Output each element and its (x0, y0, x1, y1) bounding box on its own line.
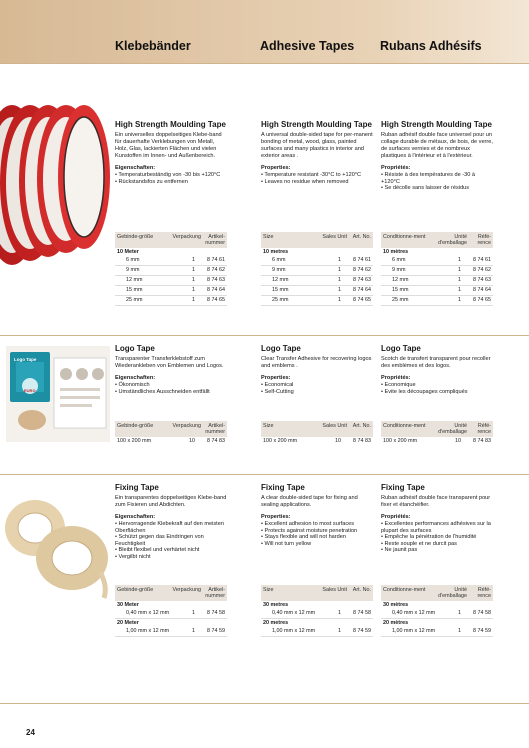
product-title: High Strength Moulding Tape (115, 120, 226, 129)
group-label: 20 metres (263, 620, 289, 626)
moulding-text-fr (381, 120, 493, 192)
table-row (115, 286, 227, 296)
header-title-fr: Rubans Adhésifs (380, 39, 482, 53)
table-row (261, 296, 373, 306)
cell-art: 8 74 58 (207, 610, 225, 616)
table-row (115, 276, 227, 286)
cell-size: 0,40 mm x 12 mm (126, 610, 170, 616)
properties-list (261, 172, 373, 185)
cell-size: 15 mm (392, 287, 409, 293)
logo-tape-card-title: Logo Tape (14, 357, 37, 362)
section-divider (0, 63, 529, 64)
table-row (261, 609, 373, 619)
table-header-cell: Art. No. (352, 587, 371, 593)
table-row (381, 627, 493, 637)
fixing-table-fr (381, 585, 493, 637)
cell-qty: 1 (458, 628, 461, 634)
group-label: 20 mètres (383, 620, 409, 626)
properties-heading: Propriétés: (381, 375, 411, 381)
cell-art: 8 74 59 (353, 628, 371, 634)
table-header-cell: Conditionne-ment (383, 587, 426, 593)
property-item: • Ne jaunit pas (381, 547, 493, 554)
table-header (261, 585, 373, 601)
table-header-cell: Artikel-nummer (205, 234, 225, 246)
section-divider (0, 335, 529, 336)
cell-qty: 10 (335, 438, 341, 444)
table-header-cell: Size (263, 234, 274, 240)
property-item: • Bleibt flexibel und verhärtet nicht (115, 547, 227, 554)
fixing-text-en (261, 483, 373, 547)
table-header-cell: Size (263, 423, 274, 429)
cell-size: 1,00 mm x 12 mm (392, 628, 436, 634)
table-header-cell: Conditionne-ment (383, 423, 426, 429)
properties-heading: Properties: (261, 375, 291, 381)
fixing-table-en (261, 585, 373, 637)
table-row (115, 296, 227, 306)
property-item: • Résiste à des températures de -30 à +120°C (381, 172, 493, 185)
product-description: Ein transparentes doppelseitiges Klebe-band zum Fixieren und Abdichten. (115, 495, 227, 508)
cell-qty: 1 (192, 610, 195, 616)
table-header-cell: Verpackung (172, 423, 201, 429)
cell-qty: 1 (458, 610, 461, 616)
cell-art: 8 74 64 (207, 287, 225, 293)
moulding-text-en (261, 120, 373, 185)
cell-qty: 1 (192, 267, 195, 273)
properties-heading: Eigenschaften: (115, 375, 156, 381)
properties-list (381, 382, 493, 395)
moulding-table-fr (381, 232, 493, 306)
logo-tape-card-logo: EURO (24, 388, 36, 393)
property-item: • Se décolle sans laisser de résidus (381, 185, 493, 192)
table-header-cell: Sales Unit (322, 587, 347, 593)
cell-art: 8 74 59 (473, 628, 491, 634)
property-item: • Temperaturbeständig von -30 bis +120°C (115, 172, 227, 179)
cell-art: 8 74 83 (207, 438, 225, 444)
cell-art: 8 74 61 (353, 257, 371, 263)
cell-size: 0,40 mm x 12 mm (272, 610, 316, 616)
property-item: • Excellent adhesion to most surfaces (261, 521, 373, 528)
product-title: Logo Tape (115, 344, 155, 353)
cell-qty: 1 (192, 628, 195, 634)
table-header-cell: Sales Unit (322, 423, 347, 429)
moulding-table-de (115, 232, 227, 306)
cell-size: 9 mm (126, 267, 140, 273)
header-title-en: Adhesive Tapes (260, 39, 355, 53)
group-label: 30 metres (263, 602, 289, 608)
table-header-cell: Art. No. (352, 234, 371, 240)
cell-size: 12 mm (392, 277, 409, 283)
cell-size: 15 mm (272, 287, 289, 293)
property-item: • Protects against moisture penetration (261, 528, 373, 535)
table-row (381, 609, 493, 619)
cell-art: 8 74 62 (353, 267, 371, 273)
table-header-cell: Réfé-rence (477, 234, 491, 246)
cell-qty: 1 (458, 277, 461, 283)
cell-size: 100 x 200 mm (117, 438, 152, 444)
properties-list (115, 521, 227, 561)
table-header (115, 585, 227, 601)
table-row (115, 256, 227, 266)
cell-qty: 1 (192, 277, 195, 283)
property-item: • Stays flexible and will not harden (261, 534, 373, 541)
product-description: Ruban adhésif double face transparent pour fixer et étanchéifier. (381, 495, 491, 508)
cell-art: 8 74 63 (207, 277, 225, 283)
cell-qty: 1 (338, 610, 341, 616)
logo-text-fr (381, 344, 493, 395)
cell-qty: 10 (189, 438, 195, 444)
table-header-cell: Gebinde-größe (117, 423, 154, 429)
property-item: • Will not turn yellow (261, 541, 373, 548)
product-title: High Strength Moulding Tape (381, 120, 492, 129)
table-row (261, 627, 373, 637)
cell-size: 25 mm (392, 297, 409, 303)
table-row (381, 256, 493, 266)
table-header (381, 585, 493, 601)
fixing-tape-rolls-image (0, 490, 110, 600)
table-header (261, 421, 373, 437)
table-header (381, 232, 493, 248)
properties-heading: Eigenschaften: (115, 165, 156, 171)
section-divider (0, 474, 529, 475)
cell-qty: 1 (192, 287, 195, 293)
product-description: A clear double-sided tape for fixing and sealing applications. (261, 495, 358, 508)
table-row (261, 266, 373, 276)
properties-heading: Propriétés: (381, 165, 411, 171)
cell-art: 8 74 83 (473, 438, 491, 444)
cell-qty: 1 (338, 297, 341, 303)
table-header-cell: Gebinde-größe (117, 587, 154, 593)
cell-size: 0,40 mm x 12 mm (392, 610, 436, 616)
cell-art: 8 74 59 (207, 628, 225, 634)
properties-list (115, 382, 227, 395)
table-header (115, 232, 227, 248)
product-description: Ein universelles doppelseitiges Klebe-band für dauerhafte Verklebungen von Metall, Holz, Glas, lackierten Flächen und vielen Kunstoffen im Innen- und Außenbereich. (115, 132, 222, 159)
cell-size: 6 mm (392, 257, 406, 263)
product-title: Fixing Tape (381, 483, 425, 492)
property-item: • Reste souple et ne durcit pas (381, 541, 493, 548)
property-item: • Vergilbt nicht (115, 554, 227, 561)
table-row (261, 437, 373, 446)
table-row (381, 276, 493, 286)
property-item: • Umständliches Ausschneiden entfällt (115, 389, 227, 396)
table-header-cell: Gebinde-größe (117, 234, 154, 240)
table-header-cell: Artikel-nummer (205, 587, 225, 599)
cell-art: 8 74 64 (473, 287, 491, 293)
product-title: Logo Tape (381, 344, 421, 353)
cell-size: 1,00 mm x 12 mm (272, 628, 316, 634)
cell-size: 25 mm (126, 297, 143, 303)
property-item: • Rückstandsfos zu entfernen (115, 179, 227, 186)
cell-qty: 10 (455, 438, 461, 444)
section-divider (0, 703, 529, 704)
cell-art: 8 74 62 (207, 267, 225, 273)
header-title-de: Klebebänder (115, 39, 191, 53)
cell-qty: 1 (458, 267, 461, 273)
cell-qty: 1 (458, 287, 461, 293)
product-title: High Strength Moulding Tape (261, 120, 372, 129)
fixing-text-fr (381, 483, 493, 554)
table-header-cell: Unité d'emballage (438, 423, 467, 435)
properties-heading: Eigenschaften: (115, 514, 156, 520)
fixing-text-de (115, 483, 227, 561)
table-header (115, 421, 227, 437)
property-item: • Temperature resistant -30°C to +120°C (261, 172, 373, 179)
table-row (115, 437, 227, 446)
properties-list (381, 172, 493, 192)
cell-size: 6 mm (272, 257, 286, 263)
property-item: • Empêche la pénétration de l'humidité (381, 534, 493, 541)
cell-art: 8 74 63 (473, 277, 491, 283)
moulding-table-en (261, 232, 373, 306)
cell-art: 8 74 83 (353, 438, 371, 444)
cell-qty: 1 (192, 257, 195, 263)
logo-table-de (115, 421, 227, 446)
properties-list (381, 521, 493, 554)
cell-size: 100 x 200 mm (263, 438, 298, 444)
cell-size: 1,00 mm x 12 mm (126, 628, 170, 634)
property-item: • Leaves no residue when removed (261, 179, 373, 186)
table-row (115, 627, 227, 637)
cell-art: 8 74 58 (353, 610, 371, 616)
properties-heading: Properties: (261, 514, 291, 520)
cell-size: 9 mm (272, 267, 286, 273)
product-description: Scotch de transfert transparent pour recoller des emblèmes et des logos. (381, 356, 491, 369)
page-header (0, 0, 529, 63)
property-item: • Economical (261, 382, 373, 389)
cell-size: 100 x 200 mm (383, 438, 418, 444)
cell-qty: 1 (338, 628, 341, 634)
table-header-cell: Sales Unit (322, 234, 347, 240)
cell-qty: 1 (338, 257, 341, 263)
cell-art: 8 74 61 (473, 257, 491, 263)
table-header-cell: Unité d'emballage (438, 587, 467, 599)
fixing-table-de (115, 585, 227, 637)
cell-qty: 1 (458, 257, 461, 263)
table-header-cell: Art. No. (352, 423, 371, 429)
table-row (115, 609, 227, 619)
cell-qty: 1 (338, 267, 341, 273)
table-header-cell: Réfé-rence (477, 587, 491, 599)
cell-art: 8 74 58 (473, 610, 491, 616)
cell-size: 12 mm (126, 277, 143, 283)
table-row (381, 286, 493, 296)
property-item: • Evite les découpages compliqués (381, 389, 493, 396)
cell-qty: 1 (338, 287, 341, 293)
product-description: Transparenter Transferklebstoff zum Wiederankleben von Emblemen und Logos. (115, 356, 224, 369)
product-title: Fixing Tape (261, 483, 305, 492)
group-label: 10 metres (263, 249, 289, 255)
logo-table-fr (381, 421, 493, 446)
table-header (261, 232, 373, 248)
group-label: 10 Meter (117, 249, 139, 255)
properties-list (115, 172, 227, 185)
table-header-cell: Unité d'emballage (438, 234, 467, 246)
property-item: • Excellentes performances adhésives sur la plupart des surfaces (381, 521, 493, 534)
property-item: • Ökonomisch (115, 382, 227, 389)
product-title: Fixing Tape (115, 483, 159, 492)
property-item: • Self-Cutting (261, 389, 373, 396)
table-header-cell: Conditionne-ment (383, 234, 426, 240)
moulding-tape-rolls-image (0, 95, 110, 275)
cell-size: 25 mm (272, 297, 289, 303)
logo-text-de (115, 344, 227, 395)
cell-art: 8 74 63 (353, 277, 371, 283)
table-row (381, 437, 493, 446)
property-item: • Economique (381, 382, 493, 389)
table-header (381, 421, 493, 437)
cell-art: 8 74 65 (207, 297, 225, 303)
product-description: Clear Transfer Adhesive for recovering logos and emblems . (261, 356, 372, 369)
logo-text-en (261, 344, 373, 395)
group-label: 30 mètres (383, 602, 409, 608)
properties-heading: Properties: (261, 165, 291, 171)
product-description: Ruban adhésif double face universel pour un collage durable de métaux, de bois, de verre, de surfaces vernies et de nombreux plastiques à l'intérieur et à l'extérieur. (381, 132, 493, 159)
cell-qty: 1 (338, 277, 341, 283)
cell-size: 6 mm (126, 257, 140, 263)
group-label: 20 Meter (117, 620, 139, 626)
cell-art: 8 74 61 (207, 257, 225, 263)
property-item: • Hervorragende Klebekraft auf den meisten Oberflächen (115, 521, 227, 534)
table-row (115, 266, 227, 276)
cell-art: 8 74 64 (353, 287, 371, 293)
properties-list (261, 382, 373, 395)
properties-list (261, 521, 373, 547)
page-number: 24 (26, 728, 35, 737)
property-item: • Schützt gegen das Eindringen von Feuchtigkeit (115, 534, 227, 547)
table-header-cell: Verpackung (172, 234, 201, 240)
table-header-cell: Verpackung (172, 587, 201, 593)
table-header-cell: Réfé-rence (477, 423, 491, 435)
cell-art: 8 74 62 (473, 267, 491, 273)
cell-art: 8 74 65 (353, 297, 371, 303)
cell-size: 15 mm (126, 287, 143, 293)
table-row (381, 296, 493, 306)
group-label: 10 mètres (383, 249, 409, 255)
product-description: A universal double-sided tape for per-manent bonding of metal, wood, glass, painted surfaces and many plastics in interior and exterior areas . (261, 132, 373, 159)
cell-qty: 1 (458, 297, 461, 303)
cell-qty: 1 (192, 297, 195, 303)
cell-size: 12 mm (272, 277, 289, 283)
table-header-cell: Size (263, 587, 274, 593)
table-row (381, 266, 493, 276)
cell-art: 8 74 65 (473, 297, 491, 303)
table-row (261, 256, 373, 266)
table-row (261, 286, 373, 296)
logo-table-en (261, 421, 373, 446)
group-label: 30 Meter (117, 602, 139, 608)
table-header-cell: Artikel-nummer (205, 423, 225, 435)
properties-heading: Propriétés: (381, 514, 411, 520)
table-row (261, 276, 373, 286)
product-title: Logo Tape (261, 344, 301, 353)
moulding-text-de (115, 120, 227, 185)
cell-size: 9 mm (392, 267, 406, 273)
